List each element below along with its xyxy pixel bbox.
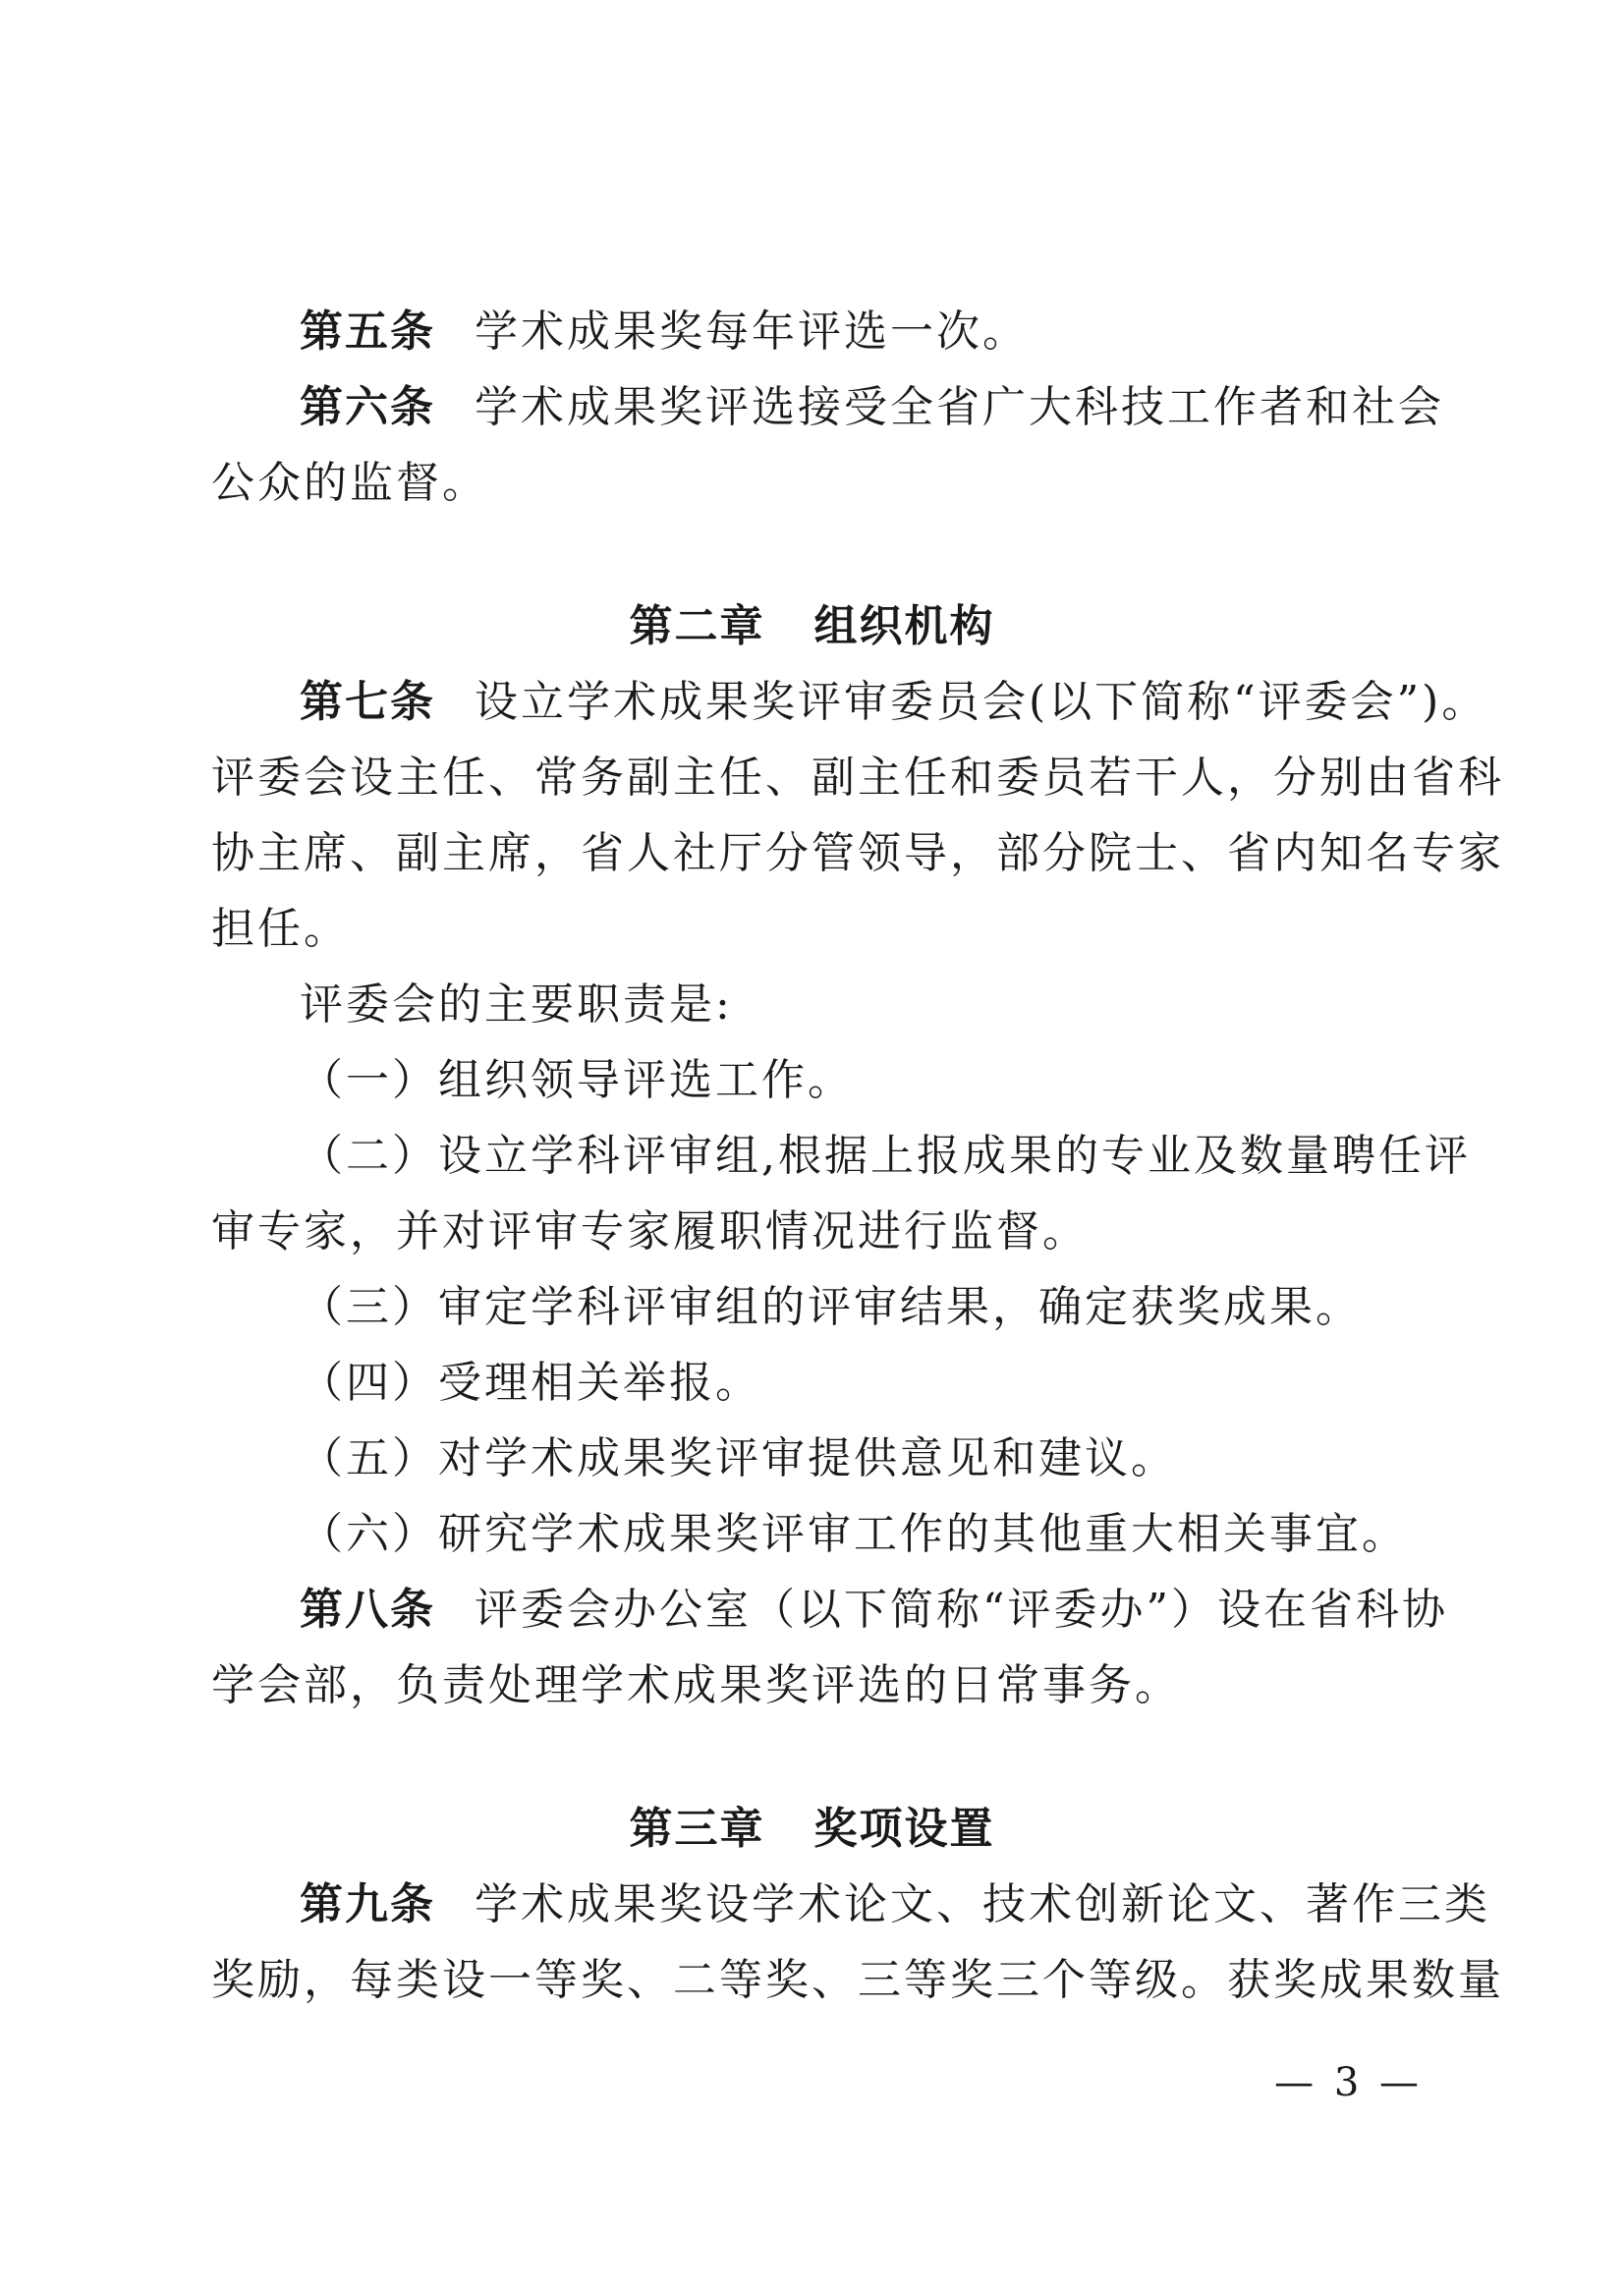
article-8-line-1	[300, 1581, 1448, 1640]
article-5-text: 学术成果奖每年评选一次。	[475, 307, 1029, 357]
duties-intro: 评委会的主要职责是:	[300, 979, 733, 1030]
chapter-3-title: 奖项设置	[813, 1804, 995, 1854]
duty-item-2: （二）设立学科评审组,根据上报成果的专业及数量聘任评	[300, 1131, 1471, 1181]
article-9-line-2: 奖励，每类设一等奖、二等奖、三等奖三个等级。获奖成果数量	[211, 1955, 1504, 2005]
duty-item-3: （三）审定学科评审组的评审结果，确定获奖成果。	[300, 1282, 1362, 1332]
article-7-line-1	[300, 673, 1488, 732]
article-5-line-1	[300, 303, 1429, 362]
duty-item-1: （一）组织领导评选工作。	[300, 1055, 854, 1105]
duty-item-2-cont: 审专家，并对评审专家履职情况进行监督。	[211, 1206, 1089, 1257]
article-8-text: 评委会办公室（以下简称“评委办”）设在省科协	[475, 1585, 1448, 1635]
article-8-line-2: 学会部，负责处理学术成果奖评选的日常事务。	[211, 1660, 1181, 1710]
chapter-3-number: 第三章	[629, 1804, 765, 1854]
article-9-text: 学术成果奖设学术论文、技术创新论文、著作三类	[475, 1879, 1490, 1929]
duty-item-6: （六）研究学术成果奖评审工作的其他重大相关事宜。	[300, 1509, 1408, 1559]
duty-item-5: （五）对学术成果奖评审提供意见和建议。	[300, 1433, 1177, 1483]
chapter-3-heading	[0, 1800, 1624, 1859]
article-9-line-1	[300, 1875, 1490, 1934]
chapter-2-title: 组织机构	[813, 601, 995, 651]
chapter-2-heading	[0, 597, 1624, 656]
article-6-label: 第六条	[300, 382, 435, 432]
article-8-label: 第八条	[300, 1585, 435, 1635]
article-7-label: 第七条	[300, 677, 435, 727]
duty-item-4: （四）受理相关举报。	[300, 1358, 761, 1408]
article-9-label: 第九条	[300, 1879, 435, 1929]
article-6-line-1	[300, 378, 1444, 437]
chapter-2-number: 第二章	[629, 601, 765, 651]
page-number: — 3 —	[1274, 2060, 1423, 2105]
article-7-text: 设立学术成果奖评审委员会(以下简称“评委会”)。	[475, 677, 1488, 727]
article-7-line-3: 协主席、副主席，省人社厅分管领导，部分院士、省内知名专家	[211, 828, 1504, 878]
article-7-line-2: 评委会设主任、常务副主任、副主任和委员若干人，分别由省科	[211, 753, 1504, 803]
article-6-text: 学术成果奖评选接受全省广大科技工作者和社会	[475, 382, 1444, 432]
article-6-line-2: 公众的监督。	[211, 458, 488, 508]
article-5-label: 第五条	[300, 307, 435, 357]
article-7-line-4: 担任。	[211, 904, 350, 954]
